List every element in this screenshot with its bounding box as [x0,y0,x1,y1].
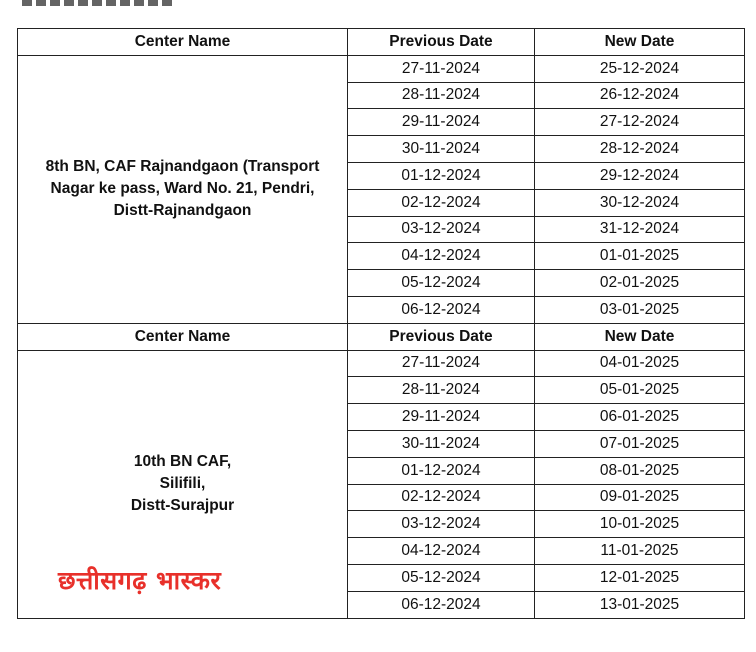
newspaper-watermark: छत्तीसगढ़ भास्कर [58,566,222,595]
new-date-cell: 10-01-2025 [535,511,745,538]
previous-date-cell: 04-12-2024 [348,243,535,270]
new-date-cell: 02-01-2025 [535,270,745,297]
previous-date-cell: 29-11-2024 [348,404,535,431]
table-row [18,350,745,377]
new-date-cell: 12-01-2025 [535,564,745,591]
previous-date-cell: 27-11-2024 [348,55,535,82]
new-date-cell: 11-01-2025 [535,538,745,565]
new-date-cell: 05-01-2025 [535,377,745,404]
previous-date-cell: 30-11-2024 [348,136,535,163]
new-date-cell: 25-12-2024 [535,55,745,82]
col-header-previous-date: Previous Date [348,323,535,350]
new-date-cell: 07-01-2025 [535,430,745,457]
new-date-cell: 26-12-2024 [535,82,745,109]
previous-date-cell: 05-12-2024 [348,564,535,591]
col-header-new-date: New Date [535,323,745,350]
new-date-cell: 06-01-2025 [535,404,745,431]
previous-date-cell: 01-12-2024 [348,162,535,189]
previous-date-cell: 03-12-2024 [348,511,535,538]
new-date-cell: 28-12-2024 [535,136,745,163]
exam-schedule-table [17,28,745,619]
new-date-cell: 30-12-2024 [535,189,745,216]
previous-date-cell: 28-11-2024 [348,82,535,109]
new-date-cell: 31-12-2024 [535,216,745,243]
previous-date-cell: 06-12-2024 [348,296,535,323]
new-date-cell: 04-01-2025 [535,350,745,377]
cropped-heading-fragment [22,0,172,6]
previous-date-cell: 30-11-2024 [348,430,535,457]
previous-date-cell: 05-12-2024 [348,270,535,297]
new-date-cell: 27-12-2024 [535,109,745,136]
new-date-cell: 29-12-2024 [535,162,745,189]
previous-date-cell: 29-11-2024 [348,109,535,136]
col-header-previous-date: Previous Date [348,29,535,56]
previous-date-cell: 03-12-2024 [348,216,535,243]
col-header-center-name: Center Name [18,29,348,56]
header-row [18,29,745,56]
new-date-cell: 13-01-2025 [535,591,745,618]
col-header-center-name: Center Name [18,323,348,350]
new-date-cell: 08-01-2025 [535,457,745,484]
previous-date-cell: 27-11-2024 [348,350,535,377]
previous-date-cell: 02-12-2024 [348,189,535,216]
table-row [18,55,745,82]
center-name-cell: 8th BN, CAF Rajnandgaon (Transport Nagar ke pass, Ward No. 21, Pendri, Distt-Rajnandgaon [18,55,348,323]
previous-date-cell: 04-12-2024 [348,538,535,565]
previous-date-cell: 28-11-2024 [348,377,535,404]
center-name-cell: 10th BN CAF, Silifili, Distt-Surajpur [18,350,348,618]
previous-date-cell: 01-12-2024 [348,457,535,484]
new-date-cell: 09-01-2025 [535,484,745,511]
header-row [18,323,745,350]
new-date-cell: 01-01-2025 [535,243,745,270]
new-date-cell: 03-01-2025 [535,296,745,323]
col-header-new-date: New Date [535,29,745,56]
previous-date-cell: 02-12-2024 [348,484,535,511]
previous-date-cell: 06-12-2024 [348,591,535,618]
